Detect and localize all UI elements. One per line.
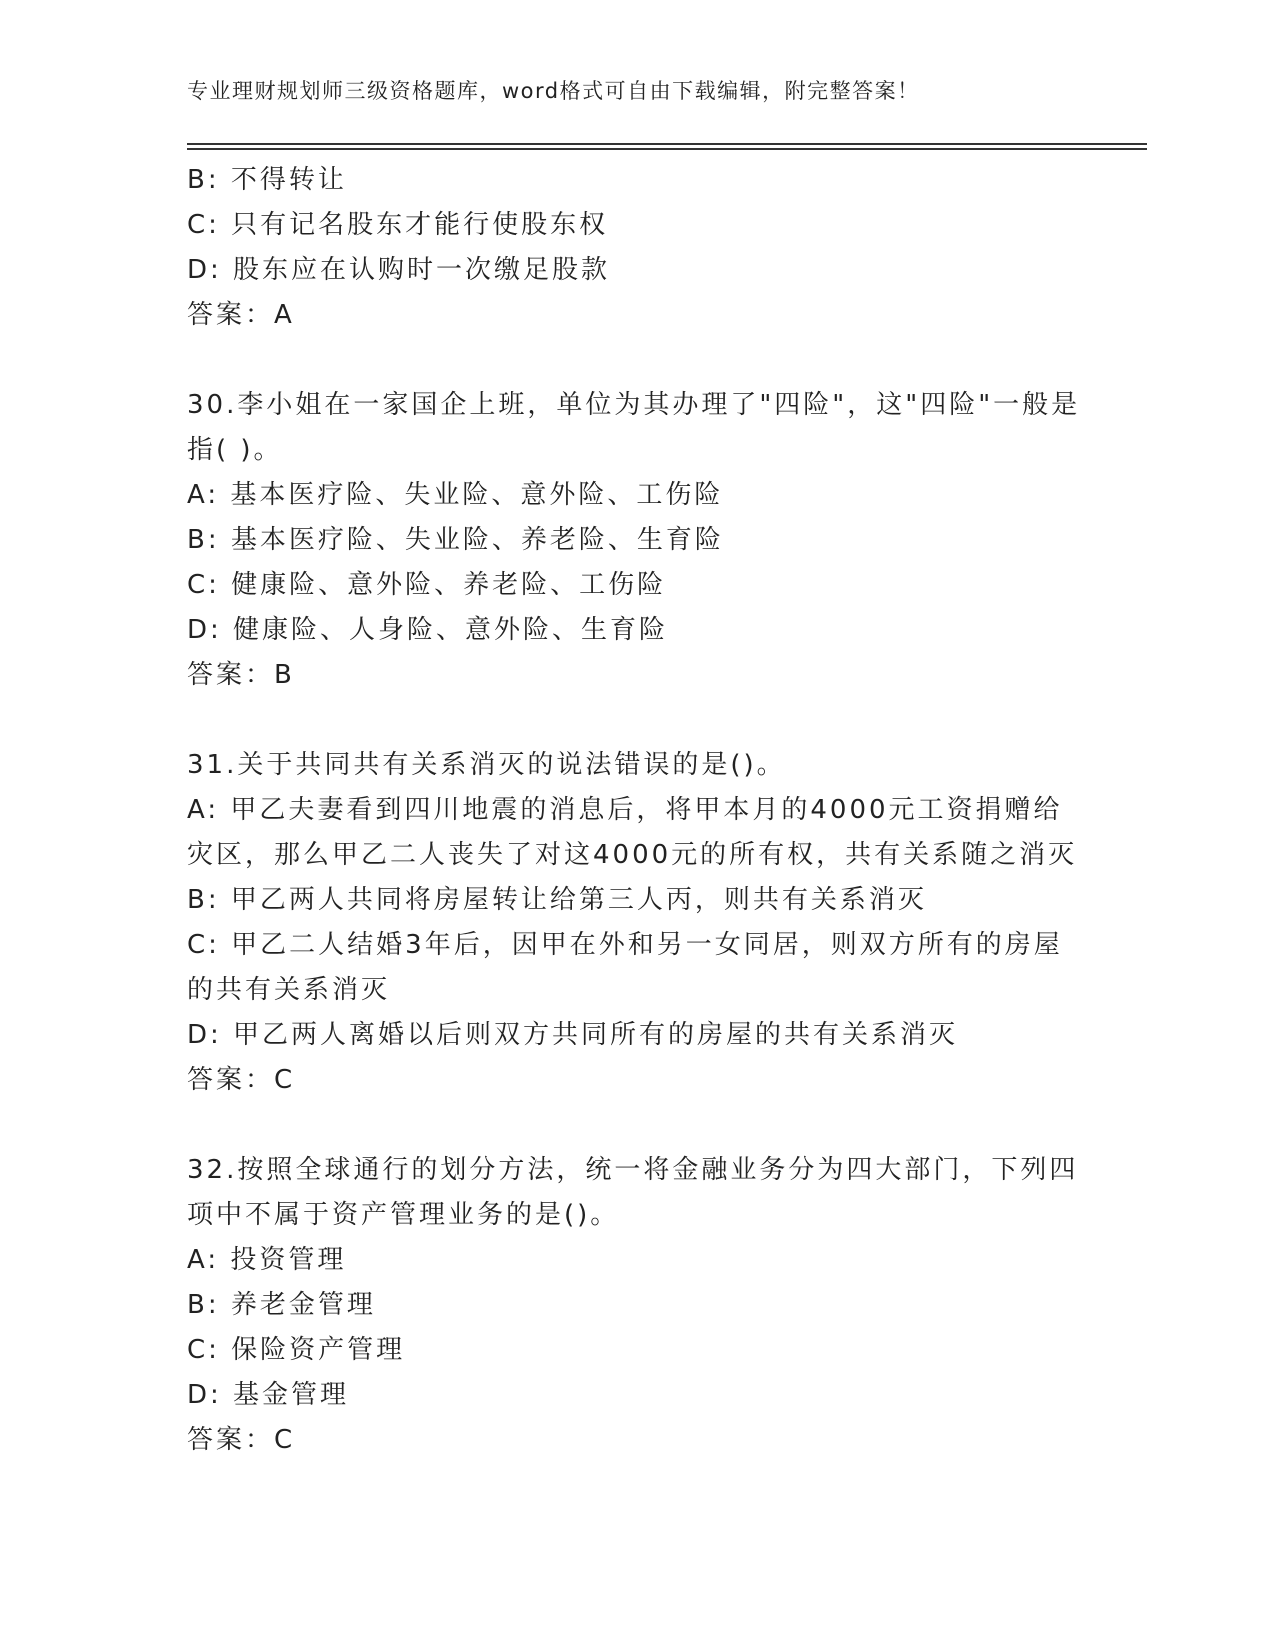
question-text: 指( )。 xyxy=(187,435,283,465)
question-text: 项中不属于资产管理业务的是()。 xyxy=(187,1200,620,1230)
option-a-continued: 灾区，那么甲乙二人丧失了对这4000元的所有权，共有关系随之消灭 xyxy=(187,840,1078,870)
option-d: D: 基金管理 xyxy=(187,1380,350,1410)
option-b: B: 基本医疗险、失业险、养老险、生育险 xyxy=(187,525,724,555)
option-c: C: 甲乙二人结婚3年后，因甲在外和另一女同居，则双方所有的房屋 xyxy=(187,930,1063,960)
spacer xyxy=(187,1103,1087,1148)
option-b: B: 甲乙两人共同将房屋转让给第三人丙，则共有关系消灭 xyxy=(187,885,927,915)
answer-line: 答案：B xyxy=(187,660,295,690)
option-c-continued: 的共有关系消灭 xyxy=(187,975,391,1005)
answer-line: 答案：C xyxy=(187,1065,296,1095)
option-d: D: 甲乙两人离婚以后则双方共同所有的房屋的共有关系消灭 xyxy=(187,1020,959,1050)
option-c: C: 保险资产管理 xyxy=(187,1335,406,1365)
answer-line: 答案：A xyxy=(187,300,295,330)
option-a: A: 甲乙夫妻看到四川地震的消息后，将甲本月的4000元工资捐赠给 xyxy=(187,795,1063,825)
question-content xyxy=(187,158,1087,1463)
option-d: D: 健康险、人身险、意外险、生育险 xyxy=(187,615,669,645)
question-30 xyxy=(187,383,1087,698)
question-text: 32.按照全球通行的划分方法，统一将金融业务分为四大部门，下列四 xyxy=(187,1155,1079,1185)
option-line: C: 只有记名股东才能行使股东权 xyxy=(187,210,609,240)
header-rule-bottom xyxy=(187,148,1147,150)
option-c: C: 健康险、意外险、养老险、工伤险 xyxy=(187,570,667,600)
page-header: 专业理财规划师三级资格题库，word格式可自由下载编辑，附完整答案！ xyxy=(187,79,920,103)
header-rule-top xyxy=(187,143,1147,145)
answer-line: 答案：C xyxy=(187,1425,296,1455)
spacer xyxy=(187,698,1087,743)
question-text: 30.李小姐在一家国企上班，单位为其办理了"四险"，这"四险"一般是 xyxy=(187,390,1081,420)
spacer xyxy=(187,338,1087,383)
carryover-block xyxy=(187,158,1087,338)
option-a: A: 基本医疗险、失业险、意外险、工伤险 xyxy=(187,480,724,510)
option-a: A: 投资管理 xyxy=(187,1245,347,1275)
question-32 xyxy=(187,1148,1087,1463)
option-line: D: 股东应在认购时一次缴足股款 xyxy=(187,255,611,285)
question-31 xyxy=(187,743,1087,1103)
option-b: B: 养老金管理 xyxy=(187,1290,376,1320)
question-text: 31.关于共同共有关系消灭的说法错误的是()。 xyxy=(187,750,786,780)
option-line: B: 不得转让 xyxy=(187,165,347,195)
